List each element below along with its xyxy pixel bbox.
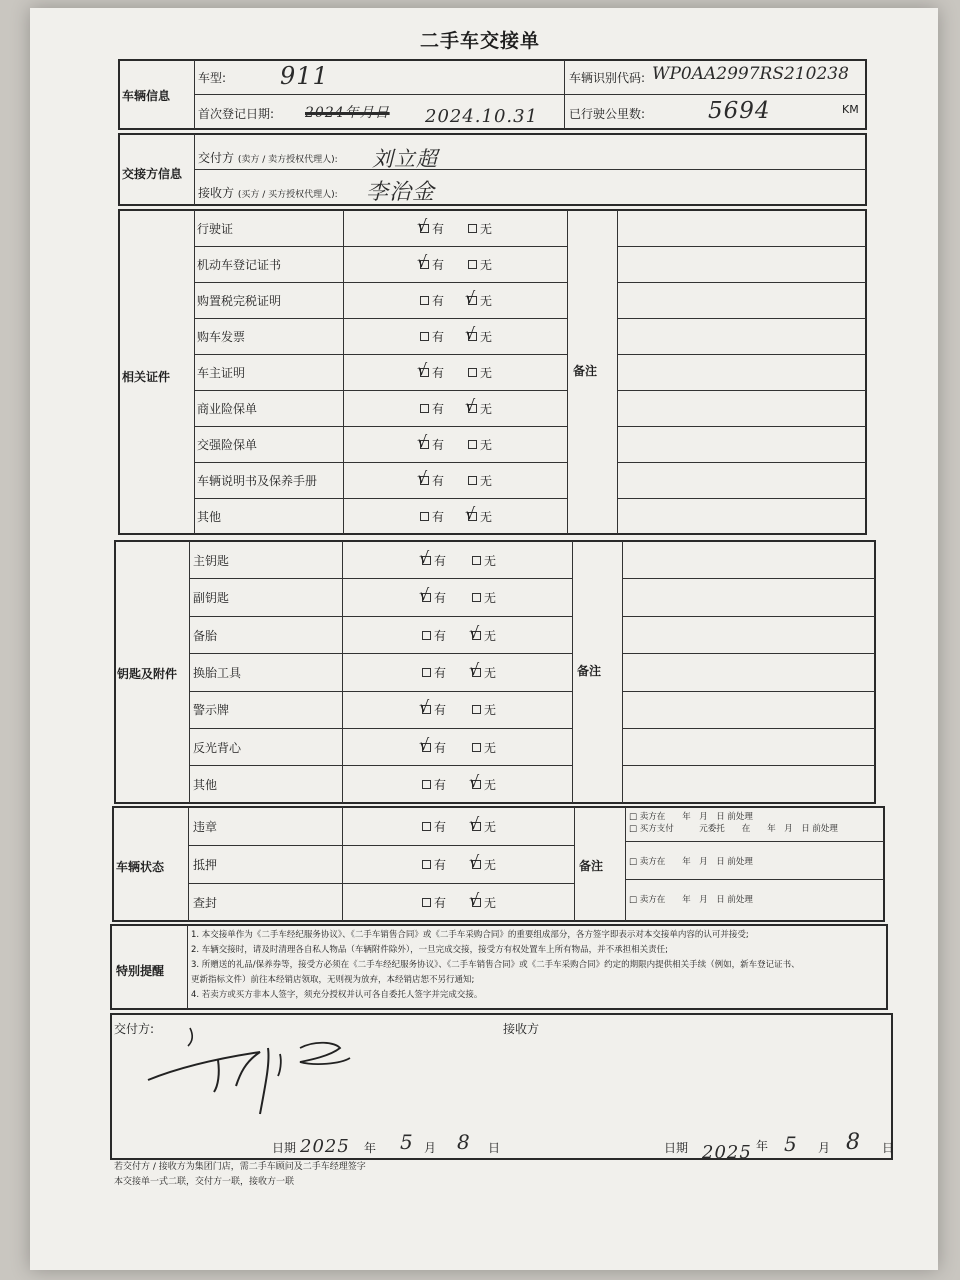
option-text: 无	[484, 858, 497, 872]
keys-option-yes[interactable]	[422, 776, 446, 793]
status-remark-2: □ 买方支付 元委托 在 年 月 日 前处理	[629, 824, 838, 834]
mileage-label: 已行驶公里数:	[569, 107, 646, 121]
option-text: 有	[434, 778, 447, 793]
option-text: 有	[434, 820, 447, 834]
check-mark-icon: √	[465, 396, 476, 415]
documents-label: 相关证件	[122, 370, 171, 384]
notice-text	[191, 928, 800, 1003]
parties-label: 交接方信息	[122, 167, 183, 181]
status-option-no[interactable]	[469, 890, 497, 911]
keys-option-yes[interactable]	[419, 547, 447, 569]
status-option-yes[interactable]	[422, 894, 446, 911]
status-option-yes[interactable]	[422, 856, 446, 873]
documents-item-label: 商业险保单	[197, 402, 258, 416]
option-text: 无	[480, 294, 493, 308]
right-day-label: 日	[882, 1141, 895, 1155]
keys-item-label: 反光背心	[193, 740, 242, 755]
option-text: 无	[480, 366, 493, 380]
checkbox[interactable]	[468, 440, 477, 449]
option-text: 有	[434, 591, 447, 606]
vin-value: WP0AA2997RS210238	[652, 64, 849, 84]
checkbox[interactable]	[469, 852, 481, 871]
check-mark-icon: √	[469, 852, 480, 871]
form-title: 二手车交接单	[419, 30, 540, 52]
documents-item-label: 车辆说明书及保养手册	[197, 474, 318, 488]
option-text: 有	[432, 438, 445, 452]
checkbox[interactable]	[419, 734, 431, 754]
documents-option-no[interactable]	[465, 324, 493, 345]
checkbox[interactable]	[468, 368, 477, 377]
keys-option-no[interactable]	[472, 701, 496, 718]
checkbox[interactable]	[469, 622, 481, 642]
notice-line-1: 1. 本交接单作为《二手车经纪服务协议》、《二手车销售合同》或《二手车采购合同》的重要组成部分，各方签字即表示对本交接单内容的认可并接受;	[191, 930, 749, 940]
checkbox[interactable]	[472, 705, 481, 714]
option-text: 无	[484, 665, 497, 680]
sign-deliverer-label: 交付方:	[114, 1022, 155, 1036]
option-text: 无	[484, 591, 497, 606]
deliverer-signature	[140, 1022, 370, 1122]
sign-receiver-label: 接收方	[503, 1022, 540, 1036]
check-mark-icon: √	[419, 547, 430, 567]
left-day-value: 8	[457, 1130, 471, 1154]
documents-option-no[interactable]	[468, 220, 492, 237]
documents-option-yes[interactable]	[417, 360, 445, 381]
left-year-value: 2025	[300, 1136, 350, 1157]
option-text: 无	[484, 778, 497, 793]
option-text: 有	[434, 896, 447, 910]
checkbox[interactable]	[417, 432, 429, 451]
keys-item-label: 换胎工具	[193, 665, 242, 680]
check-mark-icon: √	[469, 890, 480, 909]
check-mark-icon: √	[417, 360, 428, 379]
checkbox[interactable]	[420, 404, 429, 413]
checkbox[interactable]	[422, 631, 431, 640]
option-text: 无	[484, 703, 497, 718]
checkbox[interactable]	[468, 260, 477, 269]
left-day-label: 日	[488, 1141, 501, 1155]
check-mark-icon: √	[419, 585, 430, 605]
documents-item-label: 机动车登记证书	[197, 258, 282, 272]
documents-item-label: 购置税完税证明	[197, 294, 282, 308]
documents-option-yes[interactable]	[417, 252, 445, 273]
keys-option-no[interactable]	[472, 739, 496, 756]
checkbox[interactable]	[422, 822, 431, 831]
check-mark-icon: √	[469, 772, 480, 792]
documents-option-yes[interactable]	[417, 432, 445, 453]
documents-option-yes[interactable]	[417, 216, 445, 237]
keys-option-yes[interactable]	[422, 664, 446, 681]
status-remark-3: □ 卖方在 年 月 日 前处理	[629, 857, 753, 867]
left-date-label: 日期	[272, 1141, 297, 1155]
check-mark-icon: √	[465, 288, 476, 307]
keys-option-no[interactable]	[472, 589, 496, 606]
status-item-label: 抵押	[193, 858, 218, 872]
footer-line-1: 若交付方 / 接收方为集团门店，需二手车顾问及二手车经理签字	[114, 1162, 366, 1172]
checkbox[interactable]	[422, 780, 431, 789]
checkbox[interactable]	[472, 556, 481, 565]
check-mark-icon: √	[465, 504, 476, 523]
check-mark-icon: √	[465, 324, 476, 343]
documents-option-no[interactable]	[465, 288, 493, 309]
check-mark-icon: √	[469, 659, 480, 679]
option-text: 有	[434, 703, 447, 718]
option-text: 有	[434, 553, 447, 568]
documents-option-no[interactable]	[468, 436, 492, 453]
documents-item-label: 交强险保单	[197, 438, 258, 452]
keys-label: 钥匙及附件	[117, 667, 178, 681]
option-text: 有	[434, 628, 447, 643]
mileage-unit: KM	[842, 103, 859, 116]
documents-remarks-label: 备注	[573, 364, 598, 378]
checkbox[interactable]	[465, 504, 477, 523]
keys-item-label: 警示牌	[193, 703, 230, 718]
documents-option-yes[interactable]	[420, 328, 444, 345]
notice-line-3: 3. 所赠送的礼品/保养券等，接受方必须在《二手车经纪服务协议》、《二手车销售合同》或《二手车采购合同》约定的期限内提供相关手续（例如，新车登记证书、	[191, 960, 800, 970]
keys-item-label: 主钥匙	[193, 553, 230, 568]
documents-option-no[interactable]	[465, 396, 493, 417]
check-mark-icon: √	[417, 468, 428, 487]
documents-option-no[interactable]	[468, 364, 492, 381]
check-mark-icon: √	[419, 697, 430, 717]
documents-item-label: 购车发票	[197, 330, 246, 344]
right-day-value: 8	[846, 1130, 861, 1155]
left-month-label: 月	[424, 1141, 437, 1155]
right-year-value: 2025	[702, 1142, 752, 1163]
mileage-value: 5694	[708, 98, 771, 124]
status-item-label: 查封	[193, 896, 218, 910]
documents-option-no[interactable]	[468, 472, 492, 489]
option-text: 无	[484, 628, 497, 643]
checkbox[interactable]	[417, 216, 429, 235]
checkbox[interactable]	[465, 396, 477, 415]
checkbox[interactable]	[419, 697, 431, 717]
documents-option-yes[interactable]	[420, 508, 444, 525]
keys-option-no[interactable]	[472, 552, 496, 569]
model-label: 车型:	[198, 71, 227, 85]
checkbox[interactable]	[468, 476, 477, 485]
status-option-yes[interactable]	[422, 818, 446, 835]
footer-line-2: 本交接单一式二联，交付方一联，接收方一联	[114, 1177, 295, 1187]
check-mark-icon: √	[469, 622, 480, 642]
reg-date-value: 2024.10.31	[425, 106, 539, 127]
documents-item-label: 车主证明	[197, 366, 246, 380]
check-mark-icon: √	[417, 432, 428, 451]
checkbox[interactable]	[422, 860, 431, 869]
checkbox[interactable]	[469, 772, 481, 792]
documents-item-label: 行驶证	[197, 222, 234, 236]
option-text: 无	[484, 740, 497, 755]
checkbox[interactable]	[472, 593, 481, 602]
receiver-value: 李治金	[366, 180, 436, 205]
status-remark-1: □ 卖方在 年 月 日 前处理	[629, 812, 753, 822]
footer-notes	[114, 1160, 366, 1190]
option-text: 有	[432, 258, 445, 272]
option-text: 无	[480, 510, 493, 524]
option-text: 无	[484, 896, 497, 910]
checkbox[interactable]	[420, 512, 429, 521]
deliverer-value: 刘立超	[372, 147, 438, 171]
checkbox[interactable]	[419, 585, 431, 605]
keys-option-yes[interactable]	[419, 734, 447, 756]
vin-label: 车辆识别代码:	[569, 71, 646, 85]
checkbox[interactable]	[472, 743, 481, 752]
model-value: 911	[280, 62, 329, 90]
checkbox[interactable]	[422, 668, 431, 677]
deliverer-label: 交付方	[198, 151, 235, 165]
option-text: 无	[484, 553, 497, 568]
check-mark-icon: √	[469, 814, 480, 833]
status-option-no[interactable]	[469, 852, 497, 873]
documents-option-yes[interactable]	[420, 400, 444, 417]
keys-option-no[interactable]	[469, 659, 497, 681]
reg-date-label: 首次登记日期:	[198, 107, 275, 121]
option-text: 有	[432, 294, 445, 308]
check-mark-icon: √	[417, 216, 428, 235]
check-mark-icon: √	[419, 734, 430, 754]
documents-option-yes[interactable]	[417, 468, 445, 489]
keys-item-label: 副钥匙	[193, 591, 230, 606]
keys-item-label: 其他	[193, 778, 218, 793]
keys-option-yes[interactable]	[419, 585, 447, 606]
option-text: 无	[480, 222, 493, 236]
checkbox[interactable]	[417, 468, 429, 487]
option-text: 有	[432, 510, 445, 524]
notice-line-5: 4. 若卖方或买方非本人签字，须充分授权并认可各自委托人签字并完成交接。	[191, 990, 483, 1000]
status-option-no[interactable]	[469, 814, 497, 835]
option-text: 有	[432, 366, 445, 380]
receiver-row	[198, 184, 338, 201]
option-text: 无	[480, 258, 493, 272]
option-text: 无	[480, 402, 493, 416]
right-month-value: 5	[784, 1132, 798, 1156]
checkbox[interactable]	[420, 296, 429, 305]
keys-option-yes[interactable]	[419, 697, 447, 718]
right-date-label: 日期	[664, 1141, 689, 1155]
status-remark-4: □ 卖方在 年 月 日 前处理	[629, 895, 753, 905]
option-text: 有	[432, 474, 445, 488]
right-year-label: 年	[756, 1139, 769, 1153]
status-label: 车辆状态	[116, 860, 165, 874]
checkbox[interactable]	[465, 324, 477, 343]
notice-line-2: 2. 车辆交接时，请及时清理各自私人物品（车辆附件除外），一旦完成交接，接受方有权处置车上所有物品，并不承担相关责任;	[191, 945, 668, 955]
notice-label: 特别提醒	[116, 964, 165, 978]
checkbox[interactable]	[468, 224, 477, 233]
checkbox[interactable]	[469, 890, 481, 909]
vehicle-info-label: 车辆信息	[122, 89, 171, 103]
checkbox[interactable]	[417, 252, 429, 271]
reg-date-struck: 2024年月日	[305, 105, 390, 121]
option-text: 无	[484, 820, 497, 834]
documents-option-yes[interactable]	[420, 292, 444, 309]
notice-line-4: 更新指标文件）前往本经销店领取，无则视为放弃，本经销店恕不另行通知;	[191, 975, 475, 985]
checkbox[interactable]	[469, 814, 481, 833]
option-text: 无	[480, 330, 493, 344]
keys-option-no[interactable]	[469, 772, 497, 793]
documents-option-no[interactable]	[468, 256, 492, 273]
checkbox[interactable]	[422, 898, 431, 907]
deliverer-note: (卖方 / 卖方授权代理人):	[237, 155, 338, 165]
option-text: 有	[434, 740, 447, 755]
status-remarks-label: 备注	[579, 859, 604, 873]
left-year-label: 年	[364, 1141, 377, 1155]
option-text: 无	[480, 474, 493, 488]
checkbox[interactable]	[420, 332, 429, 341]
deliverer-row	[198, 149, 338, 166]
keys-item-label: 备胎	[193, 628, 218, 643]
receiver-label: 接收方	[198, 186, 235, 200]
left-month-value: 5	[400, 1130, 414, 1154]
option-text: 有	[432, 222, 445, 236]
keys-remarks-label: 备注	[577, 664, 602, 678]
option-text: 有	[434, 858, 447, 872]
documents-option-no[interactable]	[465, 504, 493, 525]
check-mark-icon: √	[417, 252, 428, 271]
option-text: 无	[480, 438, 493, 452]
option-text: 有	[432, 402, 445, 416]
checkbox[interactable]	[419, 547, 431, 567]
option-text: 有	[434, 665, 447, 680]
status-item-label: 违章	[193, 820, 218, 834]
documents-item-label: 其他	[197, 510, 222, 524]
keys-option-no[interactable]	[469, 622, 497, 644]
option-text: 有	[432, 330, 445, 344]
keys-option-yes[interactable]	[422, 627, 446, 644]
checkbox[interactable]	[469, 659, 481, 679]
checkbox[interactable]	[417, 360, 429, 379]
checkbox[interactable]	[465, 288, 477, 307]
receiver-note: (买方 / 买方授权代理人):	[237, 190, 338, 200]
right-month-label: 月	[818, 1141, 831, 1155]
